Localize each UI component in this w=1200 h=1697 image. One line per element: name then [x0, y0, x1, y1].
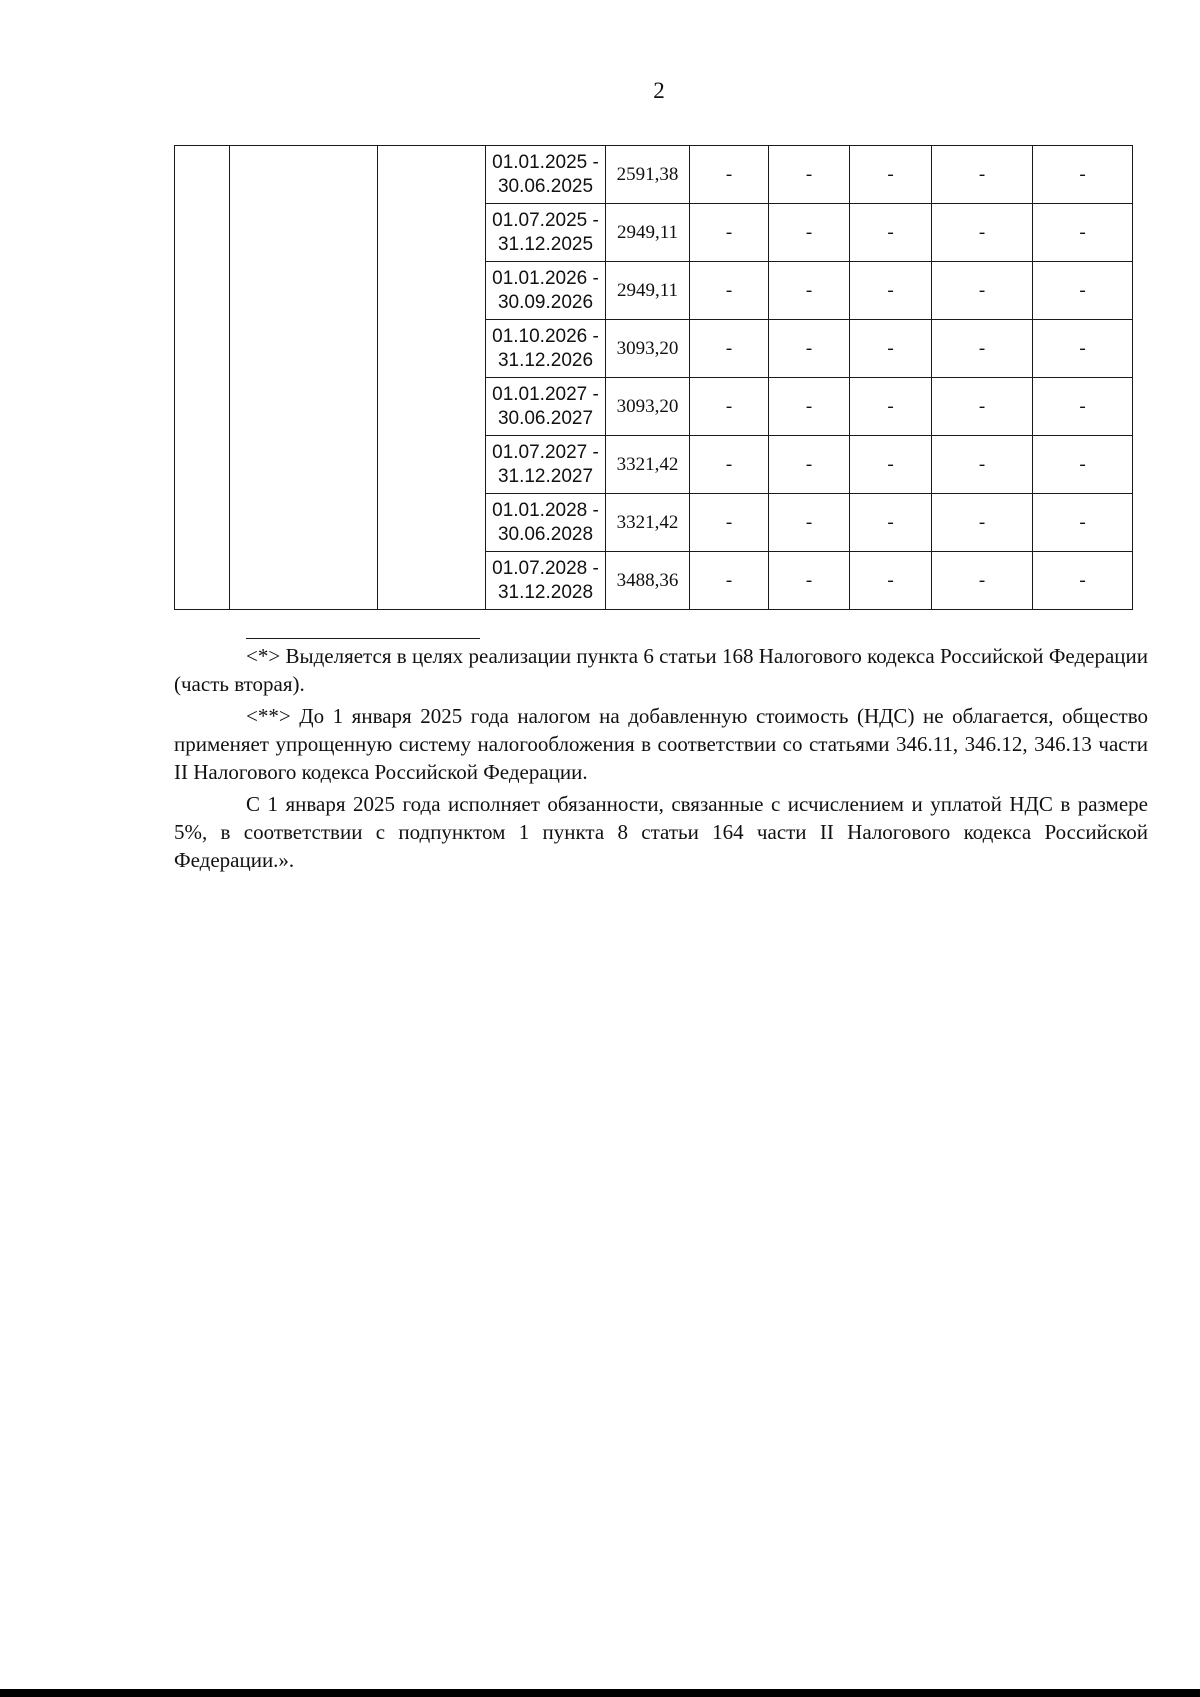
dash-cell: - [769, 494, 850, 552]
dash-cell: - [769, 552, 850, 610]
dash-cell: - [690, 378, 769, 436]
footnotes [174, 642, 1148, 878]
dash-cell: - [850, 262, 932, 320]
scan-bottom-edge [0, 1689, 1200, 1697]
period-start: 01.01.2026 - [492, 267, 599, 289]
dash-cell: - [932, 378, 1033, 436]
page-number: 2 [653, 78, 665, 103]
period-end: 31.12.2027 [497, 465, 594, 487]
period-cell [486, 552, 606, 610]
dash-cell: - [932, 320, 1033, 378]
dash-cell: - [932, 262, 1033, 320]
tariff-value-cell: 3488,36 [606, 552, 690, 610]
footnote-vat-paragraph: С 1 января 2025 года исполняет обязанности, связанные с исчислением и уплатой НДС в размере 5%, в соответствии с подпунктом 1 пункта 8 статьи 164 части II Налогового кодекса Российской Федерации.». [174, 792, 1148, 872]
dash-cell: - [1033, 320, 1133, 378]
period-cell [486, 494, 606, 552]
dash-cell: - [690, 320, 769, 378]
dash-cell: - [769, 262, 850, 320]
dash-cell: - [690, 204, 769, 262]
dash-cell: - [690, 552, 769, 610]
dash-cell: - [932, 552, 1033, 610]
dash-cell: - [690, 146, 769, 204]
dash-cell: - [932, 204, 1033, 262]
dash-cell: - [1033, 146, 1133, 204]
blank-column-2 [230, 146, 378, 610]
tariff-table [174, 145, 1133, 610]
period-cell [486, 262, 606, 320]
period-end: 31.12.2025 [497, 233, 594, 255]
table-row [175, 146, 1133, 204]
period-cell [486, 146, 606, 204]
period-end: 31.12.2026 [497, 349, 594, 371]
tariff-value-cell: 2949,11 [606, 204, 690, 262]
dash-cell: - [850, 320, 932, 378]
dash-cell: - [932, 146, 1033, 204]
dash-cell: - [850, 494, 932, 552]
dash-cell: - [1033, 262, 1133, 320]
dash-cell: - [1033, 552, 1133, 610]
period-cell [486, 378, 606, 436]
dash-cell: - [690, 494, 769, 552]
dash-cell: - [932, 494, 1033, 552]
period-end: 31.12.2028 [497, 581, 594, 603]
blank-column-1 [175, 146, 230, 610]
tariff-value-cell: 3321,42 [606, 494, 690, 552]
dash-cell: - [769, 378, 850, 436]
period-cell [486, 204, 606, 262]
dash-cell: - [1033, 378, 1133, 436]
period-start: 01.07.2025 - [492, 209, 599, 231]
period-start: 01.10.2026 - [492, 325, 599, 347]
period-start: 01.07.2027 - [492, 441, 599, 463]
dash-cell: - [932, 436, 1033, 494]
dash-cell: - [1033, 204, 1133, 262]
period-end: 30.06.2027 [497, 407, 594, 429]
dash-cell: - [850, 146, 932, 204]
tariff-value-cell: 3093,20 [606, 320, 690, 378]
tariff-value-cell: 3321,42 [606, 436, 690, 494]
period-cell [486, 320, 606, 378]
period-end: 30.06.2025 [497, 175, 594, 197]
dash-cell: - [769, 436, 850, 494]
tariff-value-cell: 2949,11 [606, 262, 690, 320]
period-end: 30.09.2026 [497, 291, 594, 313]
dash-cell: - [690, 262, 769, 320]
period-start: 01.01.2027 - [492, 383, 599, 405]
dash-cell: - [1033, 494, 1133, 552]
footnote-single-asterisk: <*> Выделяется в целях реализации пункта 6 статьи 168 Налогового кодекса Российской Федерации (часть вторая). [174, 644, 1148, 696]
period-end: 30.06.2028 [497, 523, 594, 545]
blank-column-3 [378, 146, 486, 610]
dash-cell: - [769, 320, 850, 378]
dash-cell: - [769, 204, 850, 262]
period-start: 01.01.2025 - [492, 151, 599, 173]
period-cell [486, 436, 606, 494]
period-start: 01.01.2028 - [492, 499, 599, 521]
tariff-value-cell: 3093,20 [606, 378, 690, 436]
footnote-separator [246, 638, 480, 639]
dash-cell: - [850, 552, 932, 610]
period-start: 01.07.2028 - [492, 557, 599, 579]
dash-cell: - [690, 436, 769, 494]
tariff-value-cell: 2591,38 [606, 146, 690, 204]
footnote-double-asterisk: <**> До 1 января 2025 года налогом на добавленную стоимость (НДС) не облагается, общество применяет упрощенную систему налогообложения в соответствии со статьями 346.11, 346.12, 346.13 части II Налогового кодекса Российской Федерации. [174, 704, 1148, 784]
dash-cell: - [769, 146, 850, 204]
dash-cell: - [850, 204, 932, 262]
dash-cell: - [850, 436, 932, 494]
dash-cell: - [850, 378, 932, 436]
dash-cell: - [1033, 436, 1133, 494]
table-body [175, 146, 1133, 610]
